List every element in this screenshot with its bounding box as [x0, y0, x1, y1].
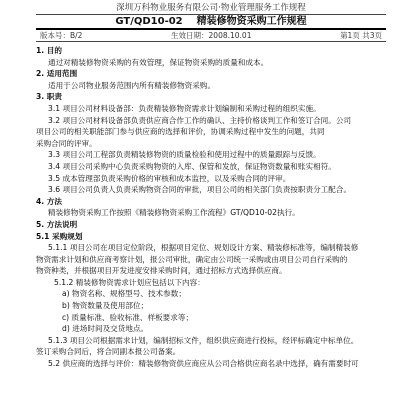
- section-heading: 3. 职责: [36, 92, 62, 102]
- list-item: b) 物资数量及使用部位；: [62, 301, 149, 311]
- effective-date: 生效日期：2008.10.01: [171, 31, 252, 40]
- paragraph-line: 精装修物资采购工作按照《精装修物资采购工作流程》GT/QD10-02执行。: [48, 208, 300, 218]
- paragraph-line: 3.5 成本管理部负责采购价格的审核和成本监控，以及采购合同的评审。: [48, 173, 291, 183]
- company-header: 深圳万科物业服务有限公司·物业管理服务工作规程: [36, 0, 386, 15]
- paragraph-line: 采购合同的评审。: [36, 138, 97, 148]
- document-title-row: [36, 15, 386, 30]
- paragraph-line: 适用于公司物业服务范围内所有精装修物资采购。: [48, 80, 216, 90]
- paragraph-line: 5.1.1 项目公司在项目定位阶段，根据项目定位、规划设计方案、精装修标准等，编制精装修: [48, 243, 359, 253]
- paragraph-line: 5.2 供应商的选择与评价：精装修物资供应商应从公司合格供应商名录中选择，确有需要时可: [48, 359, 359, 369]
- section-heading: 5. 方法说明: [36, 219, 78, 229]
- paragraph-line: 签订采购合同后，将合同副本报公司备案。: [36, 347, 181, 357]
- list-item: a) 物资名称、规格型号、技术参数；: [62, 289, 186, 299]
- section-heading: 2. 适用范围: [36, 69, 78, 79]
- paragraph-line: 物资需求计划和供应商考察计划，报公司审批，确定由公司统一采购或由项目公司自行采购的: [36, 254, 348, 264]
- paragraph-line: 通过对精装修物资采购的有效管理，保证物资采购的质量和成本。: [48, 57, 269, 67]
- document-number: GT/QD10-02: [115, 16, 183, 27]
- paragraph-line: 3.3 项目公司工程部负责精装修物资的质量检验和使用过程中的质量跟踪与反馈。: [48, 150, 321, 160]
- paragraph-line: 5.1.3 项目公司根据需求计划，编制招标文件，组织供应商进行投标，经评标确定中标单位。: [48, 335, 359, 345]
- paragraph-line: 3.2 项目公司材料设备部负责供应商合作工作的确认、主持价格谈判工作和签订合同。公司: [48, 115, 352, 125]
- paragraph-line: 3.4 项目公司采购中心负责采购物资的入库、保管和发放，保证物资数量和账实相符。: [48, 161, 336, 171]
- page-number: 第1页 共3页: [340, 31, 382, 40]
- section-heading: 1. 目的: [36, 46, 62, 55]
- list-item: d) 进场时间及交货地点。: [62, 324, 149, 334]
- document-title: 精装修物资采购工作规程: [196, 16, 307, 27]
- paragraph-line: 5.1.2 精装修物资需求计划应包括以下内容：: [54, 277, 205, 287]
- section-heading: 5.1 采购规划: [36, 231, 83, 241]
- paragraph-line: 3.6 项目公司负责人负责采购物资合同的审批，项目公司的相关部门负责按职责分工配合。: [48, 185, 352, 195]
- paragraph-line: 物资种类，并根据项目开发进度安排采购时间，通过招标方式选择供应商。: [36, 266, 287, 276]
- document-meta-row: [36, 30, 386, 42]
- paragraph-line: 项目公司的相关职能部门参与供应商的选择和评价，协调采购过程中发生的问题，共同: [36, 127, 325, 137]
- document-body: [36, 45, 386, 370]
- version-label: 版本号：B/2: [40, 31, 83, 40]
- section-heading: 4. 方法: [36, 196, 62, 206]
- list-item: c) 质量标准、验收标准、样板要求等；: [62, 312, 194, 322]
- paragraph-line: 3.1 项目公司材料设备部：负责精装修物资需求计划编制和采购过程的组织实施。: [48, 103, 321, 113]
